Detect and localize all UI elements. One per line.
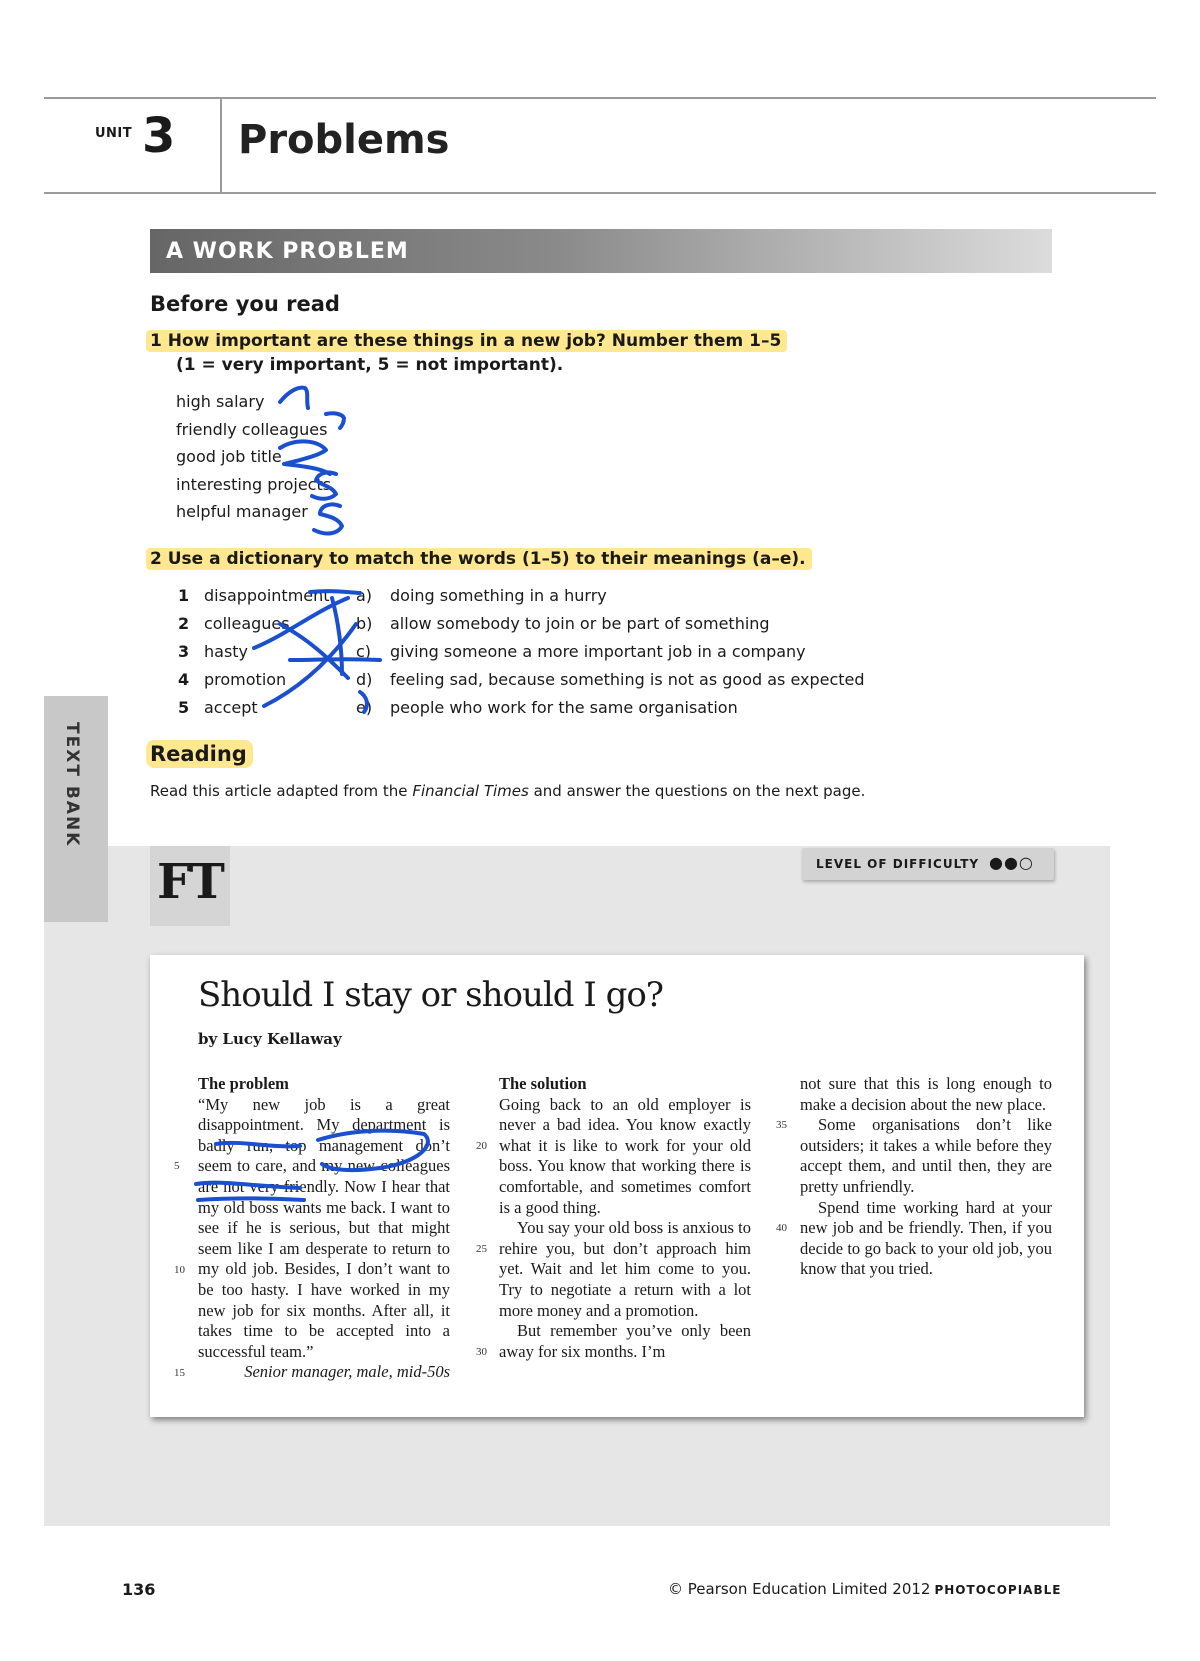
line-number: 20: [476, 1140, 487, 1152]
side-tab-label: TEXT BANK: [62, 722, 82, 848]
line-number: 35: [776, 1119, 787, 1131]
line-number: 30: [476, 1346, 487, 1358]
match-letter: a): [356, 586, 373, 605]
solution-paragraph: Going back to an old employer is never a bad idea. You know exactly what it is like to work for your old boss. You know that working there is comfortable, and sometimes comfort is a good thing.: [499, 1094, 751, 1217]
match-words: [204, 582, 330, 722]
match-meaning: feeling sad, because something is not as good as expected: [390, 670, 865, 689]
match-letter: e): [356, 698, 373, 717]
photocopiable-label: PHOTOCOPIABLE: [934, 1583, 1062, 1597]
list-item: good job title: [176, 447, 282, 466]
intro-text-end: and answer the questions on the next page.: [528, 782, 866, 800]
column-3-paragraph: Some organisations don’t like outsiders; it takes a while before they accept them, and until then, they are pretty unfriendly.: [800, 1115, 1052, 1196]
reading-intro: [150, 782, 865, 800]
signature: Senior manager, male, mid-50s: [244, 1362, 450, 1382]
line-number: 10: [174, 1264, 185, 1276]
before-you-read-heading: Before you read: [150, 292, 340, 316]
list-item: helpful manager: [176, 502, 308, 521]
question-1: 1 How important are these things in a new job? Number them 1–5: [146, 330, 787, 352]
section-title: A WORK PROBLEM: [166, 239, 409, 264]
article-title: Should I stay or should I go?: [198, 975, 664, 1015]
unit-label: UNIT: [95, 126, 133, 141]
match-word: disappointment: [204, 586, 330, 605]
match-word: colleagues: [204, 614, 290, 633]
match-meaning: giving someone a more important job in a company: [390, 642, 806, 661]
problem-text: “My new job is a great disappointment. My department is badly run, top management don’t seem to care, and my new colleagues are not very friendly. Now I hear that my old boss wants me back. I want to see if he is serious, but that might seem like I am desperate to return to my old job. Besides, I don’t want to be too hasty. I have worked in my new job for six months. After all, it takes time to be accepted into a successful team.”: [198, 1094, 450, 1361]
match-letter: b): [356, 614, 373, 633]
match-number: 1: [178, 586, 190, 605]
article-column-2: [499, 1074, 751, 1362]
ft-logo-text: FT: [157, 854, 223, 910]
article-column-1: [198, 1074, 450, 1383]
reading-heading: Reading: [146, 740, 253, 768]
page-title: Problems: [238, 117, 450, 163]
intro-source: Financial Times: [412, 782, 529, 800]
column-3-paragraph: Spend time working hard at your new job and be friendly. Then, if you decide to go back to your old job, you know that you tried.: [800, 1197, 1052, 1279]
problem-heading: The problem: [198, 1074, 289, 1093]
solution-heading: The solution: [499, 1074, 587, 1093]
difficulty-label: LEVEL OF DIFFICULTY: [816, 857, 980, 871]
list-item: friendly colleagues: [176, 419, 328, 439]
difficulty-dots: ●●○: [989, 853, 1034, 872]
match-number: 5: [178, 698, 190, 717]
match-number: 3: [178, 642, 190, 661]
line-number: 40: [776, 1222, 787, 1234]
line-number: 15: [174, 1367, 185, 1379]
header-bottom-rule: [44, 192, 1156, 194]
header-divider: [220, 98, 222, 194]
match-number: 2: [178, 614, 190, 633]
match-numbers: [178, 582, 189, 722]
difficulty-badge: [802, 848, 1054, 880]
match-letter: d): [356, 670, 373, 689]
solution-paragraph: You say your old boss is anxious to rehire you, but don’t approach him yet. Wait and let him come to you. Try to negotiate a return with a lot more money and a promotion.: [499, 1218, 751, 1320]
intro-text: Read this article adapted from the: [150, 782, 413, 800]
line-number: 25: [476, 1243, 487, 1255]
match-word: promotion: [204, 670, 287, 689]
list-item: interesting projects: [176, 474, 332, 494]
match-number: 4: [178, 670, 190, 689]
header-top-rule: [44, 97, 1156, 99]
unit-number: 3: [142, 108, 176, 164]
article-column-3: [800, 1074, 1052, 1280]
match-meaning: allow somebody to join or be part of something: [390, 614, 770, 633]
match-letters: [356, 582, 372, 722]
match-meanings: [390, 582, 865, 722]
question-1-note: (1 = very important, 5 = not important).: [176, 355, 564, 375]
match-letter: c): [356, 642, 372, 661]
copyright-text: © Pearson Education Limited 2012: [668, 1580, 931, 1598]
handwritten-mark: [332, 598, 342, 674]
match-word: accept: [204, 698, 258, 717]
ranking-list: [176, 388, 331, 526]
match-meaning: doing something in a hurry: [390, 586, 607, 605]
page-number: 136: [122, 1580, 156, 1599]
column-3-paragraph: not sure that this is long enough to make a decision about the new place.: [800, 1074, 1052, 1114]
match-word: hasty: [204, 642, 249, 661]
question-2: 2 Use a dictionary to match the words (1–5) to their meanings (a–e).: [146, 548, 812, 570]
ft-logo: [150, 846, 230, 926]
copyright: [668, 1580, 1061, 1598]
solution-paragraph: But remember you’ve only been away for six months. I’m: [499, 1321, 751, 1361]
article-byline: by Lucy Kellaway: [198, 1030, 342, 1048]
match-meaning: people who work for the same organisation: [390, 698, 738, 717]
section-banner: [150, 229, 1052, 273]
list-item: high salary: [176, 392, 265, 411]
line-number: 5: [174, 1160, 180, 1172]
